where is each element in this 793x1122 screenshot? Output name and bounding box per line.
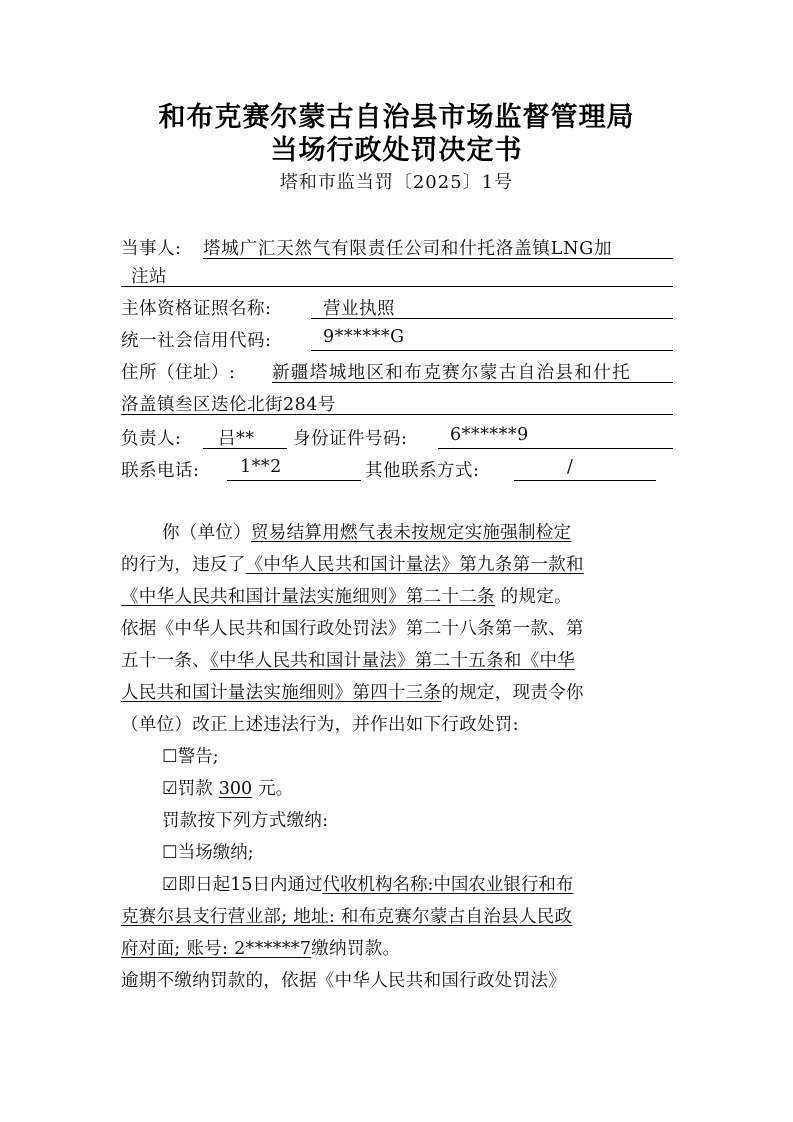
bank-payment-line-3 [121, 935, 400, 960]
underline [203, 448, 287, 449]
bank-payment-text: 缴纳罚款。 [311, 939, 401, 959]
underline [514, 480, 656, 481]
id-value: 6******9 [450, 425, 529, 445]
underline [438, 448, 673, 449]
document-number: 塔和市监当罚〔2025〕1号 [279, 172, 514, 193]
id-label: 身份证件号码: [293, 429, 408, 449]
decision-line-7: （单位）改正上述违法行为，并作出如下行政处罚: [121, 715, 519, 735]
decision-text: 的规定，现责令你 [441, 683, 584, 703]
violated-regulation: 《中华人民共和国计量法实施细则》第二十二条 [121, 587, 495, 607]
address-line2: 洛盖镇叁区迭伦北街284号 [121, 395, 336, 415]
underline [227, 480, 361, 481]
underline [203, 258, 673, 259]
license-name-value: 营业执照 [323, 299, 395, 319]
warning-option [162, 743, 219, 768]
underline [311, 350, 673, 351]
onsite-payment-label: 当场缴纳; [177, 843, 254, 863]
legal-basis: 《中华人民共和国计量法》第二十五条和《中华 [210, 651, 576, 671]
underline [272, 382, 673, 383]
decision-line-4: 依据《中华人民共和国行政处罚法》第二十八条第一款、第 [121, 619, 584, 639]
phone-label: 联系电话: [121, 461, 200, 481]
underline [121, 286, 673, 287]
license-name-label: 主体资格证照名称: [121, 299, 272, 319]
decision-line-3 [121, 583, 572, 608]
bank-account: 府对面; 账号: 2******7 [121, 939, 312, 959]
party-name-line2: 注站 [131, 267, 167, 287]
decision-line-5 [121, 647, 575, 672]
bank-payment-option [162, 871, 573, 896]
credit-code-value: 9******G [323, 327, 405, 347]
person-value: 吕** [218, 429, 255, 449]
collection-agency: 代收机构名称:中国农业银行和布 [322, 875, 574, 895]
address-label: 住所（住址）: [121, 363, 236, 383]
warning-label: 警告; [177, 747, 219, 767]
decision-text: 的行为，违反了 [121, 555, 246, 575]
fine-option [162, 775, 293, 800]
violated-law: 《中华人民共和国计量法》第九条第一款和 [245, 555, 584, 575]
address-line1: 新疆塔城地区和布克赛尔蒙古自治县和什托 [272, 363, 632, 383]
collection-agency-address: 克赛尔县支行营业部; 地址: 和布克赛尔蒙古自治县人民政 [121, 907, 573, 927]
fine-label: 罚款 [177, 779, 213, 799]
fine-amount: 300 [218, 779, 253, 799]
phone-value: 1**2 [240, 457, 282, 477]
decision-line-6 [121, 679, 584, 704]
underline [311, 318, 673, 319]
underline [121, 414, 673, 415]
decision-text: 你（单位） [162, 523, 251, 543]
bank-payment-text: 即日起15日内通过 [177, 875, 323, 895]
credit-code-label: 统一社会信用代码: [121, 331, 272, 351]
onsite-payment-option [162, 839, 254, 864]
party-label: 当事人: [121, 239, 182, 259]
bank-payment-checkbox[interactable]: ☑ [162, 875, 178, 895]
other-contact-label: 其他联系方式: [365, 461, 480, 481]
party-name-line1: 塔城广汇天然气有限责任公司和什托洛盖镇LNG加 [203, 239, 613, 259]
onsite-payment-checkbox[interactable]: ☐ [162, 843, 178, 863]
bank-payment-line-2 [121, 903, 572, 928]
decision-line-2 [121, 551, 584, 576]
decision-text: 五十一条、 [121, 651, 210, 671]
decision-line-1 [162, 519, 571, 544]
other-contact-value: / [567, 457, 574, 477]
legal-basis: 人民共和国计量法实施细则》第四十三条 [121, 683, 442, 703]
warning-checkbox[interactable]: ☐ [162, 747, 178, 767]
violation-description: 贸易结算用燃气表未按规定实施强制检定 [251, 523, 572, 543]
document-title-line2: 当场行政处罚决定书 [270, 135, 523, 166]
fine-unit: 元。 [258, 779, 294, 799]
payment-intro: 罚款按下列方式缴纳: [162, 811, 329, 831]
document-title-line1: 和布克赛尔蒙古自治县市场监督管理局 [158, 102, 635, 133]
fine-checkbox[interactable]: ☑ [162, 779, 178, 799]
decision-text: 的规定。 [494, 587, 572, 607]
overdue-notice: 逾期不缴纳罚款的，依据《中华人民共和国行政处罚法》 [121, 971, 566, 991]
person-label: 负责人: [121, 429, 182, 449]
